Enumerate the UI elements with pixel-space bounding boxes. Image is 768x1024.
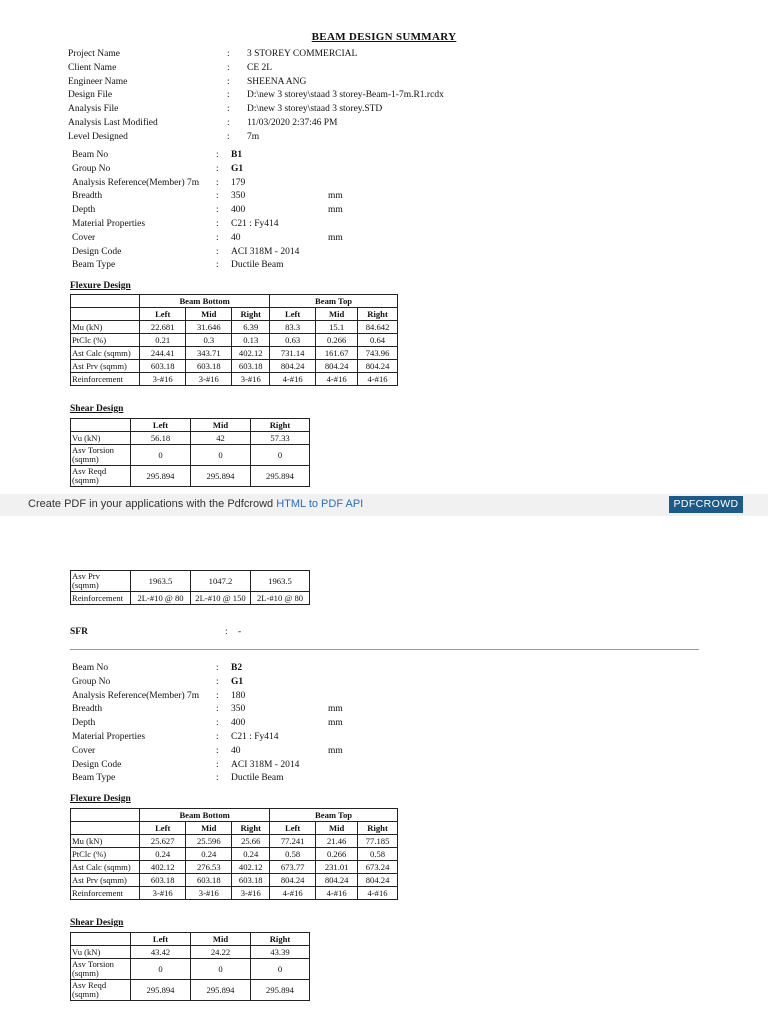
column-header: Mid [186, 822, 232, 835]
beam-property-label: Design Code [72, 759, 122, 770]
beam-property-value: Ductile Beam [231, 773, 284, 784]
table-cell: 3-#16 [186, 887, 232, 900]
row-label: PtClc (%) [71, 334, 140, 347]
table-cell: 743.96 [358, 347, 398, 360]
table-cell: 3-#16 [186, 373, 232, 386]
table-cell: 25.66 [232, 835, 270, 848]
table-cell: 0.24 [186, 848, 232, 861]
table-row [71, 432, 310, 445]
row-label: Asv Reqd (sqmm) [71, 980, 131, 1001]
colon-separator: : [216, 163, 219, 174]
table-row [71, 980, 310, 1001]
section-divider [70, 649, 699, 650]
corner-cell [71, 308, 140, 321]
beam-property-value: 400 [231, 718, 246, 729]
table-cell: 0.13 [232, 334, 270, 347]
table-cell: 0.64 [358, 334, 398, 347]
table-cell: 0 [191, 959, 251, 980]
beam-property-unit: mm [328, 745, 343, 756]
column-header: Left [140, 308, 186, 321]
table-cell: 402.12 [140, 861, 186, 874]
row-label: Reinforcement [71, 887, 140, 900]
beam-property-label: Cover [72, 232, 96, 243]
banner-text: Create PDF in your applications with the Pdfcrowd [28, 498, 277, 510]
table-cell: 1047.2 [191, 571, 251, 592]
table-cell: 0.21 [140, 334, 186, 347]
table-cell: 295.894 [191, 466, 251, 487]
table-cell: 295.894 [251, 980, 310, 1001]
table-row [71, 861, 398, 874]
beam-property-value: B2 [231, 663, 243, 673]
beam-property-label: Breadth [72, 704, 103, 715]
table-cell: 804.24 [358, 874, 398, 887]
table-row [71, 360, 398, 373]
beam-property-label: Design Code [72, 246, 122, 257]
table-cell: 0 [131, 445, 191, 466]
b1-shear-table-continued [70, 570, 310, 605]
row-label: Ast Calc (sqmm) [71, 347, 140, 360]
table-cell: 731.14 [270, 347, 316, 360]
table-cell: 804.24 [316, 874, 358, 887]
sfr-value: - [238, 627, 242, 637]
table-cell: 77.241 [270, 835, 316, 848]
table-cell: 804.24 [270, 360, 316, 373]
beam-property-value: B1 [231, 150, 243, 160]
colon-separator: : [216, 732, 219, 742]
table-cell: 295.894 [251, 466, 310, 487]
table-cell: 2L-#10 @ 80 [131, 592, 191, 605]
beam-property-unit: mm [328, 205, 343, 216]
table-cell: 603.18 [186, 874, 232, 887]
beam-property-label: Beam Type [72, 260, 116, 271]
sfr-label: SFR [70, 627, 88, 637]
table-cell: 3-#16 [232, 373, 270, 386]
column-header: Right [358, 822, 398, 835]
row-label: Asv Reqd (sqmm) [71, 466, 131, 487]
beam-property-value: G1 [231, 676, 244, 687]
table-cell: 0.63 [270, 334, 316, 347]
beam-property-value: 40 [231, 232, 241, 243]
colon-separator: : [227, 49, 230, 59]
table-row [71, 334, 398, 347]
column-header: Right [232, 822, 270, 835]
table-cell: 0 [251, 445, 310, 466]
table-row [71, 466, 310, 487]
beam-property-value: 180 [231, 690, 246, 701]
column-header: Left [140, 822, 186, 835]
group-header: Beam Top [270, 295, 398, 308]
b2-shear-title: Shear Design [70, 918, 124, 928]
group-header: Beam Bottom [140, 295, 270, 308]
table-cell: 4-#16 [270, 887, 316, 900]
colon-separator: : [216, 205, 219, 216]
colon-separator: : [216, 663, 219, 673]
column-header: Left [270, 308, 316, 321]
sfr-separator: : [225, 627, 228, 637]
b2-shear-table [70, 932, 310, 1001]
colon-separator: : [216, 676, 219, 687]
project-info-value: D:\new 3 storey\staad 3 storey.STD [247, 104, 383, 115]
colon-separator: : [216, 759, 219, 770]
colon-separator: : [216, 773, 219, 784]
beam-property-label: Beam No [72, 663, 109, 673]
beam-property-value: 40 [231, 745, 241, 756]
column-header: Right [251, 419, 310, 432]
table-cell: 4-#16 [270, 373, 316, 386]
b1-shear-table [70, 418, 310, 487]
table-cell: 673.77 [270, 861, 316, 874]
colon-separator: : [216, 177, 219, 188]
project-info-label: Design File [68, 90, 113, 101]
column-header: Right [358, 308, 398, 321]
column-header: Left [270, 822, 316, 835]
table-cell: 3-#16 [140, 887, 186, 900]
b2-flexure-title: Flexure Design [70, 794, 131, 804]
beam-property-value: 179 [231, 177, 246, 188]
table-cell: 673.24 [358, 861, 398, 874]
colon-separator: : [227, 131, 230, 142]
table-cell: 804.24 [270, 874, 316, 887]
row-label: Asv Prv (sqmm) [71, 571, 131, 592]
project-info-label: Analysis File [68, 104, 119, 115]
row-label: Ast Calc (sqmm) [71, 861, 140, 874]
table-cell: 161.67 [316, 347, 358, 360]
table-row [71, 571, 310, 592]
table-cell: 295.894 [131, 466, 191, 487]
table-cell: 295.894 [131, 980, 191, 1001]
colon-separator: : [216, 191, 219, 202]
beam-property-value: Ductile Beam [231, 260, 284, 271]
project-info-label: Client Name [68, 62, 117, 73]
table-cell: 1963.5 [251, 571, 310, 592]
table-cell: 603.18 [140, 360, 186, 373]
column-header: Left [131, 933, 191, 946]
corner-cell [71, 809, 140, 822]
row-label: Reinforcement [71, 373, 140, 386]
table-cell: 4-#16 [316, 373, 358, 386]
table-cell: 603.18 [186, 360, 232, 373]
column-header: Left [131, 419, 191, 432]
table-cell: 295.894 [191, 980, 251, 1001]
column-header: Right [232, 308, 270, 321]
b1-flexure-title: Flexure Design [70, 281, 131, 291]
column-header: Mid [316, 308, 358, 321]
beam-property-value: ACI 318M - 2014 [231, 759, 300, 770]
project-info-label: Project Name [68, 49, 120, 59]
group-header: Beam Top [270, 809, 398, 822]
beam-property-unit: mm [328, 191, 343, 202]
colon-separator: : [216, 704, 219, 715]
colon-separator: : [216, 246, 219, 257]
table-cell: 43.42 [131, 946, 191, 959]
table-row [71, 946, 310, 959]
table-cell: 402.12 [232, 861, 270, 874]
pdfcrowd-banner [0, 494, 768, 516]
table-cell: 25.627 [140, 835, 186, 848]
project-info-value: CE 2L [247, 62, 273, 73]
table-cell: 0.266 [316, 334, 358, 347]
beam-property-label: Analysis Reference(Member) 7m [72, 177, 200, 188]
row-label: PtClc (%) [71, 848, 140, 861]
row-label: Vu (kN) [71, 432, 131, 445]
row-label: Asv Torsion (sqmm) [71, 445, 131, 466]
beam-property-label: Group No [72, 163, 111, 174]
column-header: Mid [191, 933, 251, 946]
table-cell: 0.266 [316, 848, 358, 861]
table-cell: 276.53 [186, 861, 232, 874]
colon-separator: : [216, 718, 219, 729]
table-cell: 804.24 [316, 360, 358, 373]
project-info-label: Engineer Name [68, 76, 128, 87]
row-label: Asv Torsion (sqmm) [71, 959, 131, 980]
column-header: Mid [191, 419, 251, 432]
table-cell: 43.39 [251, 946, 310, 959]
beam-property-unit: mm [328, 718, 343, 729]
project-info-value: 3 STOREY COMMERCIAL [247, 49, 358, 59]
table-cell: 4-#16 [358, 887, 398, 900]
table-cell: 21.46 [316, 835, 358, 848]
colon-separator: : [216, 745, 219, 756]
row-label: Vu (kN) [71, 946, 131, 959]
colon-separator: : [216, 219, 219, 229]
table-cell: 603.18 [232, 360, 270, 373]
beam-property-value: 400 [231, 205, 246, 216]
table-cell: 84.642 [358, 321, 398, 334]
column-header: Right [251, 933, 310, 946]
colon-separator: : [227, 104, 230, 115]
colon-separator: : [216, 690, 219, 701]
project-info-label: Level Designed [68, 131, 128, 142]
table-cell: 0.24 [232, 848, 270, 861]
corner-cell [71, 822, 140, 835]
corner-cell [71, 295, 140, 308]
table-cell: 402.12 [232, 347, 270, 360]
table-cell: 3-#16 [140, 373, 186, 386]
table-row [71, 959, 310, 980]
table-cell: 244.41 [140, 347, 186, 360]
table-cell: 56.18 [131, 432, 191, 445]
pdfcrowd-button[interactable]: PDFCROWD [669, 496, 743, 513]
corner-cell [71, 419, 131, 432]
beam-property-unit: mm [328, 232, 343, 243]
table-cell: 0 [191, 445, 251, 466]
table-row [71, 835, 398, 848]
table-row [71, 373, 398, 386]
beam-property-label: Group No [72, 676, 111, 687]
table-cell: 1963.5 [131, 571, 191, 592]
colon-separator: : [216, 232, 219, 243]
colon-separator: : [227, 76, 230, 87]
colon-separator: : [216, 260, 219, 271]
table-row [71, 321, 398, 334]
table-cell: 22.681 [140, 321, 186, 334]
table-cell: 2L-#10 @ 80 [251, 592, 310, 605]
beam-property-value: 350 [231, 704, 246, 715]
colon-separator: : [227, 90, 230, 101]
beam-property-value: 350 [231, 191, 246, 202]
beam-property-label: Depth [72, 718, 96, 729]
project-info-label: Analysis Last Modified [68, 118, 158, 128]
beam-property-unit: mm [328, 704, 343, 715]
html-to-pdf-link[interactable]: HTML to PDF API [276, 498, 364, 510]
table-cell: 3-#16 [232, 887, 270, 900]
project-info-value: 11/03/2020 2:37:46 PM [247, 118, 338, 128]
table-cell: 42 [191, 432, 251, 445]
beam-property-label: Material Properties [72, 732, 146, 742]
colon-separator: : [216, 150, 219, 160]
row-label: Ast Prv (sqmm) [71, 874, 140, 887]
table-cell: 0.24 [140, 848, 186, 861]
row-label: Mu (kN) [71, 835, 140, 848]
beam-property-value: ACI 318M - 2014 [231, 246, 300, 257]
table-cell: 804.24 [358, 360, 398, 373]
b1-flexure-table [70, 294, 398, 386]
b1-shear-title: Shear Design [70, 404, 124, 414]
table-cell: 57.33 [251, 432, 310, 445]
table-cell: 0 [131, 959, 191, 980]
project-info-value: D:\new 3 storey\staad 3 storey-Beam-1-7m.R1.rcdx [247, 90, 444, 101]
table-cell: 77.185 [358, 835, 398, 848]
table-row [71, 592, 310, 605]
page-title: BEAM DESIGN SUMMARY [311, 31, 457, 43]
table-cell: 15.1 [316, 321, 358, 334]
beam-property-label: Cover [72, 745, 96, 756]
table-cell: 6.39 [232, 321, 270, 334]
row-label: Ast Prv (sqmm) [71, 360, 140, 373]
beam-property-label: Breadth [72, 191, 103, 202]
table-cell: 24.22 [191, 946, 251, 959]
table-cell: 31.646 [186, 321, 232, 334]
beam-property-label: Beam Type [72, 773, 116, 784]
table-cell: 83.3 [270, 321, 316, 334]
beam-property-label: Material Properties [72, 219, 146, 229]
beam-property-value: C21 : Fy414 [231, 219, 279, 229]
table-row [71, 887, 398, 900]
beam-property-label: Depth [72, 205, 96, 216]
project-info-value: 7m [247, 131, 260, 142]
table-cell: 2L-#10 @ 150 [191, 592, 251, 605]
column-header: Mid [316, 822, 358, 835]
beam-property-label: Analysis Reference(Member) 7m [72, 690, 200, 701]
row-label: Mu (kN) [71, 321, 140, 334]
row-label: Reinforcement [71, 592, 131, 605]
group-header: Beam Bottom [140, 809, 270, 822]
table-cell: 4-#16 [316, 887, 358, 900]
table-row [71, 848, 398, 861]
b2-flexure-table [70, 808, 398, 900]
colon-separator: : [227, 62, 230, 73]
table-cell: 603.18 [140, 874, 186, 887]
beam-property-label: Beam No [72, 150, 109, 160]
table-cell: 603.18 [232, 874, 270, 887]
beam-property-value: G1 [231, 163, 244, 174]
table-cell: 231.01 [316, 861, 358, 874]
table-cell: 0 [251, 959, 310, 980]
table-cell: 343.71 [186, 347, 232, 360]
table-row [71, 347, 398, 360]
column-header: Mid [186, 308, 232, 321]
table-cell: 0.3 [186, 334, 232, 347]
table-row [71, 874, 398, 887]
project-info-value: SHEENA ANG [247, 76, 307, 87]
corner-cell [71, 933, 131, 946]
beam-property-value: C21 : Fy414 [231, 732, 279, 742]
table-row [71, 445, 310, 466]
table-cell: 4-#16 [358, 373, 398, 386]
colon-separator: : [227, 118, 230, 128]
table-cell: 0.58 [270, 848, 316, 861]
table-cell: 25.596 [186, 835, 232, 848]
table-cell: 0.58 [358, 848, 398, 861]
